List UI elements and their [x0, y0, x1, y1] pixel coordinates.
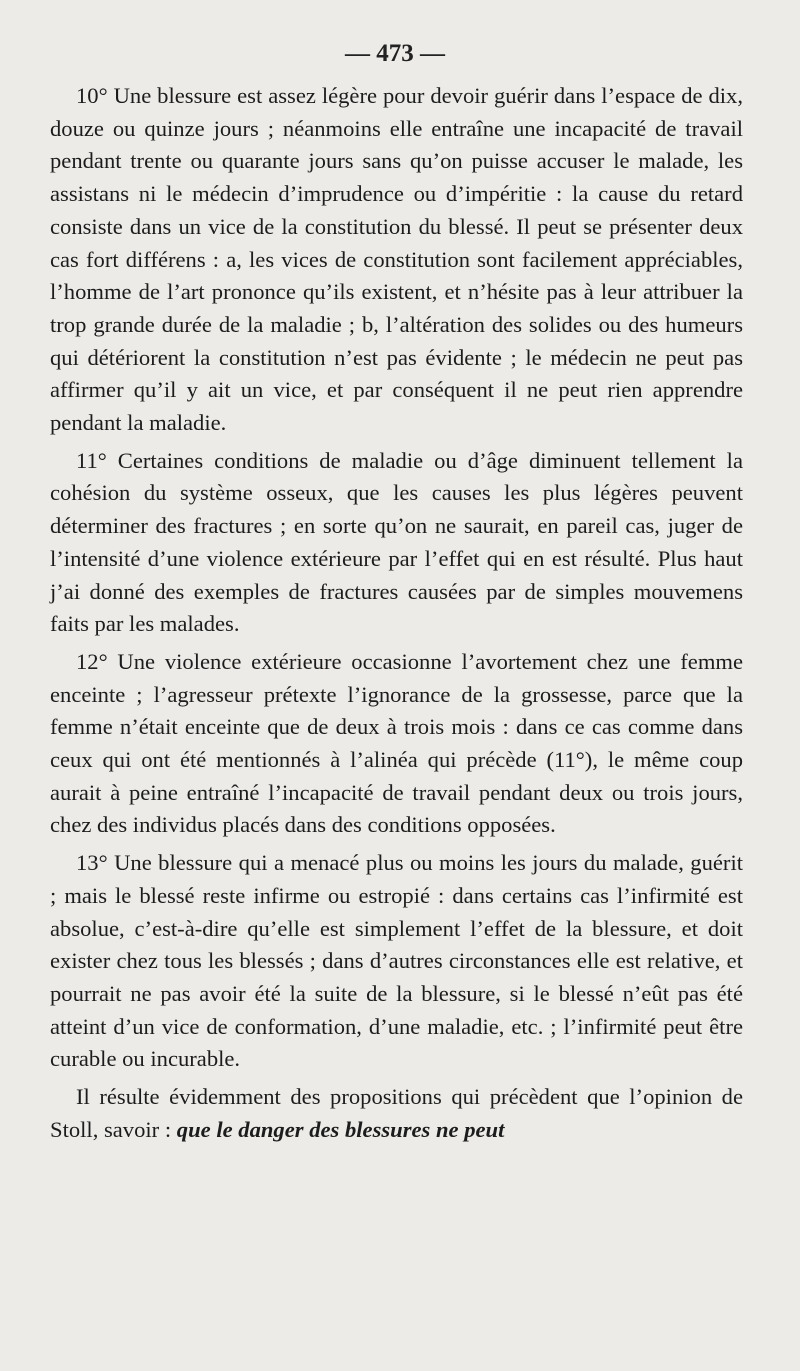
body-text [50, 80, 743, 1147]
page-number: — 473 — [345, 40, 445, 67]
paragraph-10: 10° Une blessure est assez légère pour devoir guérir dans l’espace de dix, douze ou quinze jours ; néanmoins elle entraîne une incapacité de travail pendant trente ou quarante jours sans qu’on puisse accuser le malade, les assistans ni le médecin d’imprudence ou d’impéritie : la cause du retard consiste dans un vice de la constitution du blessé. Il peut se présenter deux cas fort différens : a, les vices de constitution sont facilement appréciables, l’homme de l’art prononce qu’ils existent, et n’hésite pas à leur attribuer la trop grande durée de la maladie ; b, l’altération des solides ou des humeurs qui détériorent la constitution n’est pas évidente ; le médecin ne peut pas affirmer qu’il y ait un vice, et par conséquent il ne peut rien apprendre pendant la maladie. [50, 83, 743, 436]
paragraph-12: 12° Une violence extérieure occasionne l’avortement chez une femme enceinte ; l’agresseur prétexte l’ignorance de la grossesse, parce que la femme n’était enceinte que de deux à trois mois : dans ce cas comme dans ceux qui ont été mentionnés à l’alinéa qui précède (11°), le même coup aurait à peine entraîné l’incapacité de travail pendant deux ou trois jours, chez des individus placés dans des conditions opposées. [50, 648, 743, 838]
paragraph-13: 13° Une blessure qui a menacé plus ou moins les jours du malade, guérit ; mais le blessé reste infirme ou estropié : dans certains cas l’infirmité est absolue, c’est-à-dire qu’elle est simplement l’effet de la blessure, et doit exister chez tous les blessés ; dans d’autres circonstances elle est relative, et pourrait ne pas avoir été la suite de la blessure, si le blessé n’eût pas été atteint d’un vice de conformation, d’une maladie, etc. ; l’infirmité peut être curable ou incurable. [50, 850, 743, 1072]
conclusion-text: Il résulte évidemment des propositions qui précèdent que l’opinion de Stoll, savoir : [50, 1084, 743, 1142]
paragraph-conclusion [50, 1081, 743, 1146]
paragraph-11: 11° Certaines conditions de maladie ou d’âge diminuent tellement la cohésion du système osseux, que les causes les plus légères peuvent déterminer des fractures ; en sorte qu’on ne saurait, en pareil cas, juger de l’intensité d’une violence extérieure par l’effet qui en est résulté. Plus haut j’ai donné des exemples de fractures causées par de simples mouvemens faits par les malades. [50, 447, 743, 637]
conclusion-italic-text: que le danger des blessures ne peut [176, 1116, 505, 1142]
